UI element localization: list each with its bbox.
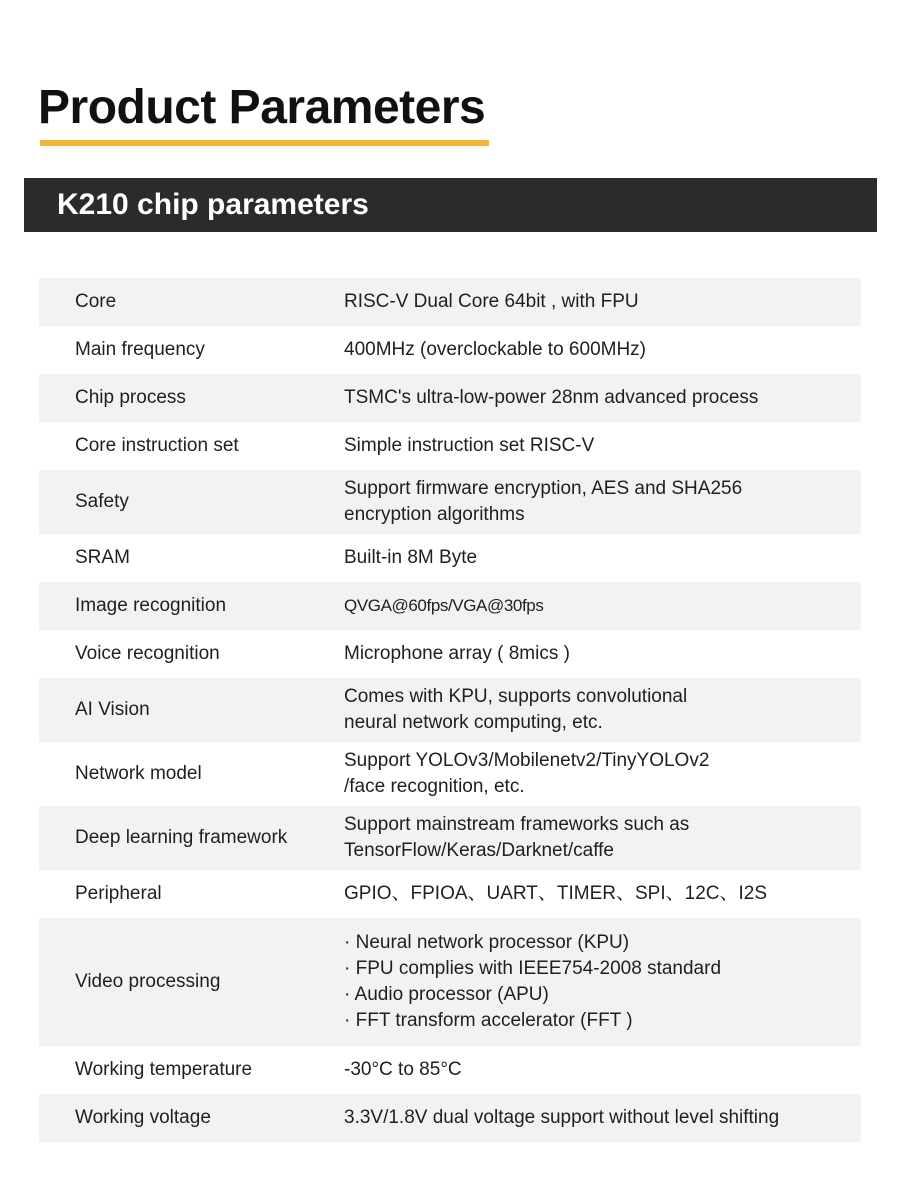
param-label: Video processing [75,971,221,992]
param-value: RISC-V Dual Core 64bit , with FPU [344,291,639,312]
title-underline [40,140,489,146]
param-row-safety [39,470,861,534]
param-label: Chip process [75,387,186,408]
param-label: Working temperature [75,1059,253,1080]
param-label: Voice recognition [75,643,220,664]
param-label: Image recognition [75,595,227,616]
param-row-peripheral [39,870,861,918]
param-value: 400MHz (overclockable to 600MHz) [344,339,647,360]
param-row-core-instruction-set [39,422,861,470]
param-row-image-recognition [39,582,861,630]
section-title: K210 chip parameters [57,188,369,221]
section-banner [24,178,877,232]
param-value: · Neural network processor (KPU) · FPU complies with IEEE754-2008 standard · Audio processor (APU) · FFT transform accelerator (FFT ) [344,932,722,1031]
param-label: SRAM [75,547,130,568]
param-label: Deep learning framework [75,827,288,848]
param-value: QVGA@60fps/VGA@30fps [344,596,544,615]
param-row-chip-process [39,374,861,422]
param-value: Support mainstream frameworks such as TensorFlow/Keras/Darknet/caffe [344,814,690,861]
param-label: Core [75,291,117,312]
param-value: GPIO、FPIOA、UART、TIMER、SPI、12C、I2S [344,883,768,904]
param-label: AI Vision [75,699,150,720]
param-value: Support firmware encryption, AES and SHA256 encryption algorithms [344,478,743,525]
param-row-voice-recognition [39,630,861,678]
param-value: Simple instruction set RISC-V [344,435,595,456]
param-label: Peripheral [75,883,162,904]
param-row-sram [39,534,861,582]
param-value: 3.3V/1.8V dual voltage support without level shifting [344,1107,780,1128]
param-row-working-voltage [39,1094,861,1142]
param-row-core [39,278,861,326]
param-label: Working voltage [75,1107,211,1128]
param-value: -30°C to 85°C [344,1059,462,1080]
param-row-ai-vision [39,678,861,742]
page-title: Product Parameters [38,81,486,134]
param-row-main-frequency [39,326,861,374]
param-row-deep-learning-framework [39,806,861,870]
param-label: Main frequency [75,339,205,360]
param-value: TSMC's ultra-low-power 28nm advanced process [344,387,759,408]
param-row-network-model [39,742,861,806]
param-value: Microphone array ( 8mics ) [344,643,570,664]
param-label: Core instruction set [75,435,239,456]
param-value: Built-in 8M Byte [344,547,478,568]
param-row-video-processing [39,918,861,1046]
param-label: Network model [75,763,202,784]
param-label: Safety [75,491,129,512]
parameters-table [39,278,861,1142]
param-value: Support YOLOv3/Mobilenetv2/TinyYOLOv2 /face recognition, etc. [344,750,710,797]
param-value: Comes with KPU, supports convolutional neural network computing, etc. [344,686,688,733]
param-row-working-temperature [39,1046,861,1094]
